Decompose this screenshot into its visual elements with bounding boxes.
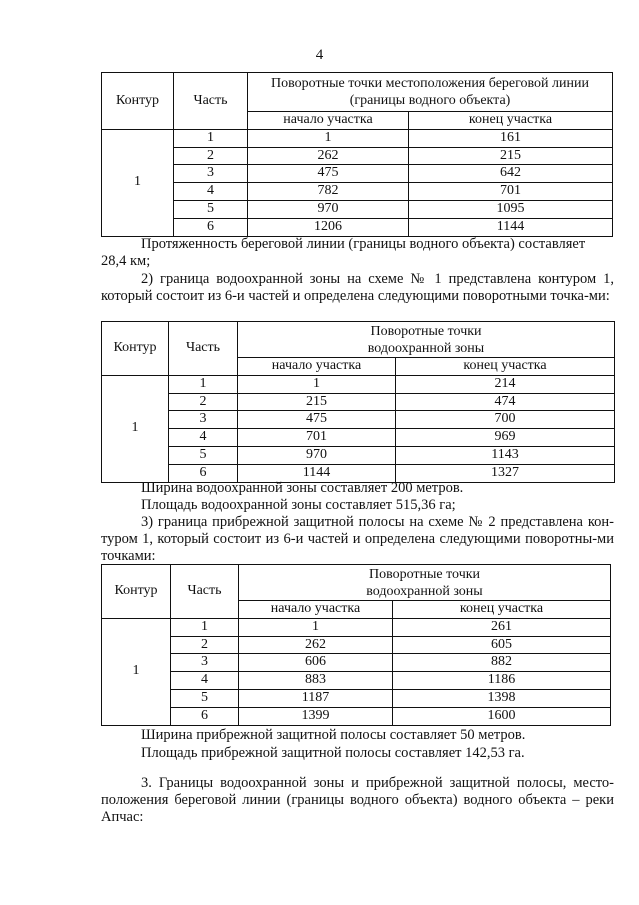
paragraph-coastal-strip: [101, 514, 614, 565]
part-cell: 4: [174, 183, 248, 201]
header-end: конец участка: [393, 601, 611, 619]
coastal-strip-table: [101, 564, 611, 726]
paragraph-water-protection-zone: [101, 271, 614, 305]
part-cell: 2: [171, 636, 239, 654]
zone-area-line: Площадь водоохранной зоны составляет 515,36 га;: [141, 497, 456, 513]
header-end: конец участка: [396, 358, 615, 376]
start-cell: 475: [238, 411, 396, 429]
header-contour: Контур: [102, 73, 174, 130]
end-cell: 700: [396, 411, 615, 429]
paragraph-text: 3) граница прибрежной защитной полосы на схеме № 2 представлена кон-туром 1, который состоит из 6-и частей и определена следующими поворотны-ми точками:: [101, 514, 614, 564]
header-group-line1: Поворотные точки: [370, 323, 482, 339]
start-cell: 970: [238, 446, 396, 464]
end-cell: 642: [409, 165, 613, 183]
header-zone-points: [238, 322, 615, 358]
paragraph-apchas-river: [101, 775, 614, 826]
header-shoreline-points: [248, 73, 613, 112]
strip-width-line: Ширина прибрежной защитной полосы составляет 50 метров.: [141, 727, 526, 743]
end-cell: 969: [396, 429, 615, 447]
part-cell: 1: [169, 375, 238, 393]
start-cell: 1187: [239, 689, 393, 707]
contour-cell: 1: [102, 129, 174, 236]
end-cell: 1186: [393, 672, 611, 690]
start-cell: 1206: [248, 218, 409, 236]
part-cell: 6: [171, 707, 239, 725]
start-cell: 701: [238, 429, 396, 447]
end-cell: 474: [396, 393, 615, 411]
strip-area-line: Площадь прибрежной защитной полосы составляет 142,53 га.: [141, 745, 525, 761]
part-cell: 1: [171, 618, 239, 636]
header-start: начало участка: [248, 112, 409, 130]
part-cell: 3: [169, 411, 238, 429]
header-part: Часть: [174, 73, 248, 130]
start-cell: 606: [239, 654, 393, 672]
header-start: начало участка: [238, 358, 396, 376]
part-cell: 2: [169, 393, 238, 411]
header-contour: Контур: [102, 565, 171, 619]
start-cell: 262: [248, 147, 409, 165]
end-cell: 1095: [409, 200, 613, 218]
contour-cell: 1: [102, 375, 169, 482]
part-cell: 4: [169, 429, 238, 447]
paragraph-text: 3. Границы водоохранной зоны и прибрежной защитной полосы, место-положения береговой линии (границы водного объекта) водного объекта – реки Апчас:: [101, 775, 614, 825]
header-start: начало участка: [239, 601, 393, 619]
end-cell: 1144: [409, 218, 613, 236]
start-cell: 475: [248, 165, 409, 183]
end-cell: 1143: [396, 446, 615, 464]
end-cell: 214: [396, 375, 615, 393]
part-cell: 4: [171, 672, 239, 690]
header-contour: Контур: [102, 322, 169, 376]
water-protection-zone-table: [101, 321, 615, 483]
shoreline-points-table: [101, 72, 613, 237]
end-cell: 882: [393, 654, 611, 672]
header-group-line2: водоохранной зоны: [366, 583, 483, 599]
page-number: 4: [315, 47, 324, 63]
header-strip-points: [239, 565, 611, 601]
end-cell: 701: [409, 183, 613, 201]
start-cell: 970: [248, 200, 409, 218]
start-cell: 1399: [239, 707, 393, 725]
part-cell: 5: [174, 200, 248, 218]
part-cell: 6: [169, 464, 238, 482]
start-cell: 262: [239, 636, 393, 654]
start-cell: 1: [248, 129, 409, 147]
start-cell: 1: [238, 375, 396, 393]
header-group-line2: водоохранной зоны: [367, 340, 485, 356]
end-cell: 161: [409, 129, 613, 147]
header-part: Часть: [169, 322, 238, 376]
part-cell: 2: [174, 147, 248, 165]
zone-width-line: Ширина водоохранной зоны составляет 200 метров.: [141, 480, 464, 496]
end-cell: 1600: [393, 707, 611, 725]
part-cell: 5: [171, 689, 239, 707]
contour-cell: 1: [102, 618, 171, 725]
part-cell: 5: [169, 446, 238, 464]
end-cell: 215: [409, 147, 613, 165]
shoreline-length-line2: 28,4 км;: [101, 253, 151, 269]
part-cell: 3: [174, 165, 248, 183]
part-cell: 3: [171, 654, 239, 672]
start-cell: 1144: [238, 464, 396, 482]
start-cell: 215: [238, 393, 396, 411]
part-cell: 1: [174, 129, 248, 147]
end-cell: 1398: [393, 689, 611, 707]
end-cell: 605: [393, 636, 611, 654]
start-cell: 1: [239, 618, 393, 636]
end-cell: 1327: [396, 464, 615, 482]
part-cell: 6: [174, 218, 248, 236]
header-part: Часть: [171, 565, 239, 619]
header-group-text: Поворотные точки местоположения береговой линии (границы водного объекта): [271, 76, 589, 108]
start-cell: 883: [239, 672, 393, 690]
end-cell: 261: [393, 618, 611, 636]
header-end: конец участка: [409, 112, 613, 130]
header-group-line1: Поворотные точки: [368, 566, 481, 582]
shoreline-length-line1: Протяженность береговой линии (границы водного объекта) составляет: [141, 236, 586, 252]
start-cell: 782: [248, 183, 409, 201]
paragraph-text: 2) граница водоохранной зоны на схеме № 1 представлена контуром 1, который состоит из 6-и частей и определена следующими поворотными точка-ми:: [101, 271, 614, 304]
